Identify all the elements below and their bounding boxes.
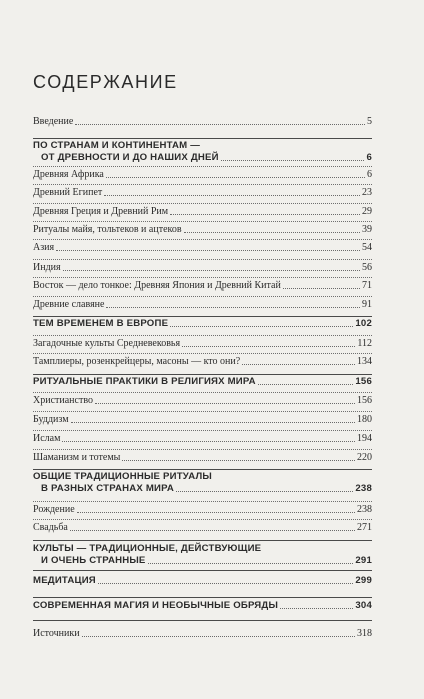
toc-entry-page-number: 271	[357, 522, 372, 533]
dot-leader	[56, 250, 360, 251]
toc-entry-sources-title: Источники	[33, 628, 80, 639]
toc-entry[interactable]	[33, 242, 372, 254]
section-page-number: 291	[355, 555, 372, 566]
toc-entry[interactable]	[33, 169, 372, 181]
toc-entry-page-number: 180	[357, 414, 372, 425]
toc-entry[interactable]	[33, 262, 372, 274]
toc-section-heading[interactable]	[33, 543, 372, 567]
entry-separator	[33, 166, 372, 167]
dot-leader	[176, 491, 353, 492]
dot-leader	[77, 512, 355, 513]
toc-entry-sources-page-number: 318	[357, 628, 372, 639]
section-title-line2: В РАЗНЫХ СТРАНАХ МИРА	[41, 483, 174, 494]
entry-separator	[33, 335, 372, 336]
toc-entry-page-number: 238	[357, 504, 372, 515]
dot-leader	[148, 563, 354, 564]
toc-entry-page-number: 23	[362, 187, 372, 198]
toc-entry-title: Загадочные культы Средневековья	[33, 338, 181, 349]
entry-separator	[33, 519, 372, 520]
toc-entry[interactable]	[33, 356, 372, 368]
toc-entry-title: Азия	[33, 242, 55, 253]
toc-entry-title: Тамплиеры, розенкрейцеры, масоны — кто они?	[33, 356, 241, 367]
toc-entry-page-number: 56	[362, 262, 372, 273]
toc-entry[interactable]	[33, 504, 372, 516]
dot-leader	[258, 384, 354, 385]
toc-section-heading[interactable]	[33, 318, 372, 330]
toc-entry[interactable]	[33, 224, 372, 236]
section-rule	[33, 138, 372, 139]
toc-section-heading-page-number: 299	[355, 575, 372, 586]
toc-entry-page-number: 194	[357, 433, 372, 444]
toc-entry-page-number: 54	[362, 242, 372, 253]
entry-separator	[33, 203, 372, 204]
section-title-line1: КУЛЬТЫ — ТРАДИЦИОННЫЕ, ДЕЙСТВУЮЩИЕ	[33, 543, 262, 554]
dot-leader	[82, 636, 355, 637]
dot-leader	[170, 214, 360, 215]
toc-entry[interactable]	[33, 280, 372, 292]
toc-entry-title: Рождение	[33, 504, 75, 515]
toc-entry-sources[interactable]	[33, 628, 372, 640]
toc-entry-title: Ислам	[33, 433, 61, 444]
entry-separator	[33, 430, 372, 431]
toc-entry[interactable]	[33, 338, 372, 350]
toc-section-heading[interactable]	[33, 140, 372, 164]
dot-leader	[283, 288, 360, 289]
toc-entry-title: Древняя Греция и Древний Рим	[33, 206, 169, 217]
toc-section-heading-page-number: 156	[355, 376, 372, 387]
toc-entry[interactable]	[33, 187, 372, 199]
toc-entry-title: Древняя Африка	[33, 169, 104, 180]
toc-section-heading-title: ТЕМ ВРЕМЕНЕМ В ЕВРОПЕ	[33, 318, 169, 329]
toc-entry-page-number: 134	[357, 356, 372, 367]
section-rule	[33, 316, 372, 317]
toc-entry[interactable]	[33, 522, 372, 534]
dot-leader	[62, 441, 355, 442]
toc-entry-title: Ритуалы майя, тольтеков и ацтеков	[33, 224, 182, 235]
section-rule	[33, 597, 372, 598]
toc-section-heading[interactable]	[33, 600, 372, 612]
dot-leader	[71, 422, 355, 423]
section-title-line1: ОБЩИЕ ТРАДИЦИОННЫЕ РИТУАЛЫ	[33, 471, 212, 482]
dot-leader	[182, 346, 355, 347]
entry-separator	[33, 392, 372, 393]
dot-leader	[104, 195, 360, 196]
toc-entry[interactable]	[33, 395, 372, 407]
toc-section-heading[interactable]	[33, 575, 372, 587]
toc-section-heading-title: РИТУАЛЬНЫЕ ПРАКТИКИ В РЕЛИГИЯХ МИРА	[33, 376, 256, 387]
entry-separator	[33, 449, 372, 450]
toc-section-heading[interactable]	[33, 376, 372, 388]
toc-entry-page-number: 29	[362, 206, 372, 217]
toc-section-heading-title: МЕДИТАЦИЯ	[33, 575, 96, 586]
section-rule	[33, 469, 372, 470]
toc-entry-title: Восток — дело тонкое: Древняя Япония и Древний Китай	[33, 280, 281, 291]
entry-separator	[33, 296, 372, 297]
toc-entry-page-number: 91	[362, 299, 372, 310]
section-title-line2: И ОЧЕНЬ СТРАННЫЕ	[41, 555, 146, 566]
toc-entry[interactable]	[33, 299, 372, 311]
toc-entry-page-number: 156	[357, 395, 372, 406]
toc-entry-page-number: 6	[367, 169, 372, 180]
dot-leader	[221, 160, 365, 161]
dot-leader	[63, 270, 360, 271]
toc-entry-title: Древние славяне	[33, 299, 105, 310]
toc-section-heading-page-number: 304	[355, 600, 372, 611]
entry-separator	[33, 501, 372, 502]
section-title-line2: ОТ ДРЕВНОСТИ И ДО НАШИХ ДНЕЙ	[41, 152, 219, 163]
dot-leader	[170, 326, 353, 327]
toc-entry[interactable]	[33, 433, 372, 445]
entry-separator	[33, 239, 372, 240]
toc-entry-title: Христианство	[33, 395, 93, 406]
toc-entry-title: Свадьба	[33, 522, 68, 533]
entry-separator	[33, 221, 372, 222]
toc-entry[interactable]	[33, 452, 372, 464]
toc-entry-page-number: 71	[362, 280, 372, 291]
dot-leader	[70, 530, 355, 531]
dot-leader	[242, 364, 355, 365]
dot-leader	[95, 403, 355, 404]
toc-entry[interactable]	[33, 206, 372, 218]
entry-separator	[33, 184, 372, 185]
toc-entry-title: Древний Египет	[33, 187, 103, 198]
toc-section-heading-page-number: 102	[355, 318, 372, 329]
toc-section-heading[interactable]	[33, 471, 372, 495]
entry-separator	[33, 277, 372, 278]
dot-leader	[98, 583, 353, 584]
section-rule	[33, 540, 372, 541]
section-rule	[33, 374, 372, 375]
section-page-number: 238	[355, 483, 372, 494]
section-rule	[33, 570, 372, 571]
dot-leader	[184, 232, 360, 233]
entry-separator	[33, 411, 372, 412]
page-heading: СОДЕРЖАНИЕ	[33, 72, 178, 92]
section-title-line1: ПО СТРАНАМ И КОНТИНЕНТАМ —	[33, 140, 201, 151]
dot-leader	[75, 124, 365, 125]
toc-entry-title: Шаманизм и тотемы	[33, 452, 121, 463]
entry-separator	[33, 259, 372, 260]
toc-entry-title: Индия	[33, 262, 61, 273]
dot-leader	[106, 177, 365, 178]
entry-separator	[33, 353, 372, 354]
dot-leader	[122, 460, 355, 461]
toc-entry-intro[interactable]	[33, 116, 372, 128]
dot-leader	[106, 307, 360, 308]
dot-leader	[280, 608, 353, 609]
section-page-number: 6	[366, 152, 372, 163]
toc-entry-intro-title: Введение	[33, 116, 74, 127]
toc-section-heading-title: СОВРЕМЕННАЯ МАГИЯ И НЕОБЫЧНЫЕ ОБРЯДЫ	[33, 600, 279, 611]
toc-entry-page-number: 220	[357, 452, 372, 463]
toc-entry[interactable]	[33, 414, 372, 426]
section-rule	[33, 620, 372, 621]
toc-entry-page-number: 112	[357, 338, 372, 349]
toc-entry-intro-page-number: 5	[367, 116, 372, 127]
toc-entry-title: Буддизм	[33, 414, 69, 425]
toc-entry-page-number: 39	[362, 224, 372, 235]
